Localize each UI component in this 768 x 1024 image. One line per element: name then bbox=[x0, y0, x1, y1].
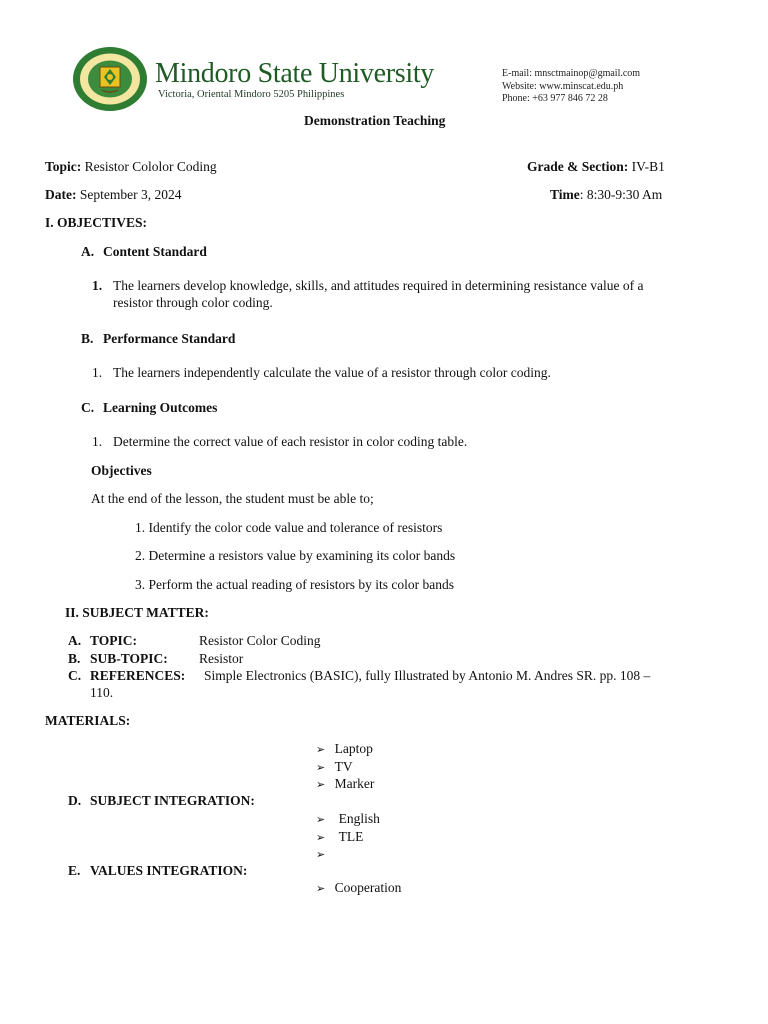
subject-integration-item bbox=[316, 811, 380, 827]
topic-line bbox=[45, 159, 217, 175]
learning-outcomes-title: Learning Outcomes bbox=[103, 400, 218, 415]
university-name: Mindoro State University bbox=[155, 58, 434, 89]
performance-standard-title: Performance Standard bbox=[103, 331, 236, 346]
date-label: Date: bbox=[45, 187, 77, 202]
contact-website: Website: www.minscat.edu.ph bbox=[502, 80, 624, 92]
performance-standard-item: The learners independently calculate the value of a resistor through color coding. bbox=[113, 365, 551, 380]
time-label: Time bbox=[550, 187, 580, 202]
values-integration-item bbox=[316, 880, 401, 896]
contact-phone: Phone: +63 977 846 72 28 bbox=[502, 93, 608, 104]
contact-email: E-mail: mnsctmainop@gmail.com bbox=[502, 68, 641, 79]
subject-integration-item-label: English bbox=[338, 811, 380, 826]
materials-list-item bbox=[316, 776, 374, 792]
objectives-subheading: Objectives bbox=[91, 463, 152, 478]
arrow-bullet-icon: ➢ bbox=[316, 814, 326, 826]
contact-block bbox=[502, 68, 640, 106]
topic-item-key: TOPIC: bbox=[90, 633, 138, 648]
objective-list-item: 1. Identify the color code value and tolerance of resistors bbox=[135, 520, 443, 535]
topic-label: Topic: bbox=[45, 159, 82, 174]
university-seal-icon bbox=[72, 46, 148, 112]
arrow-bullet-icon: ➢ bbox=[316, 779, 326, 791]
materials-list-item bbox=[316, 759, 353, 775]
learning-outcomes-item: Determine the correct value of each resistor in color coding table. bbox=[113, 434, 468, 449]
materials-list-item-label: TV bbox=[334, 759, 353, 774]
materials-list-item-label: Marker bbox=[334, 776, 375, 791]
objectives-heading: I. OBJECTIVES: bbox=[45, 215, 148, 230]
subject-integration-item bbox=[316, 829, 363, 845]
arrow-bullet-icon: ➢ bbox=[316, 883, 326, 895]
values-integration-label: E. bbox=[68, 863, 81, 878]
references-item-key: REFERENCES: bbox=[90, 668, 186, 683]
time-value: : 8:30-9:30 Am bbox=[579, 187, 663, 202]
subject-integration-item-label: TLE bbox=[338, 829, 364, 844]
learning-outcomes-label: C. bbox=[81, 400, 95, 415]
performance-standard-item-number: 1. bbox=[92, 365, 103, 380]
subtopic-item-value: Resistor bbox=[199, 651, 244, 666]
topic-item-value: Resistor Color Coding bbox=[199, 633, 321, 648]
time-line bbox=[550, 187, 662, 203]
university-address: Victoria, Oriental Mindoro 5205 Philippines bbox=[158, 89, 345, 100]
performance-standard-label: B. bbox=[81, 331, 94, 346]
content-standard-item-number: 1. bbox=[92, 278, 103, 293]
grade-line bbox=[527, 159, 665, 175]
subtopic-item-key: SUB-TOPIC: bbox=[90, 651, 168, 666]
subject-integration-item bbox=[316, 846, 335, 862]
values-integration-item-label: Cooperation bbox=[334, 880, 402, 895]
objective-list-item: 3. Perform the actual reading of resistors by its color bands bbox=[135, 577, 455, 592]
subject-integration-heading: SUBJECT INTEGRATION: bbox=[90, 793, 255, 808]
objective-list-item: 2. Determine a resistors value by examining its color bands bbox=[135, 548, 456, 563]
materials-list-item bbox=[316, 741, 373, 757]
grade-label: Grade & Section: bbox=[527, 159, 629, 174]
objectives-intro: At the end of the lesson, the student must be able to; bbox=[91, 491, 374, 506]
subject-matter-heading: II. SUBJECT MATTER: bbox=[65, 605, 209, 620]
arrow-bullet-icon: ➢ bbox=[316, 744, 326, 756]
content-standard-title: Content Standard bbox=[103, 244, 207, 259]
references-item-value-line1: Simple Electronics (BASIC), fully Illustrated by Antonio M. Andres SR. pp. 108 – bbox=[204, 668, 651, 683]
content-standard-label: A. bbox=[81, 244, 95, 259]
content-standard-item-line2: resistor through color coding. bbox=[113, 295, 273, 310]
materials-heading: MATERIALS: bbox=[45, 713, 131, 728]
references-item-value-line2: 110. bbox=[90, 685, 114, 700]
values-integration-heading: VALUES INTEGRATION: bbox=[90, 863, 248, 878]
arrow-bullet-icon: ➢ bbox=[316, 832, 326, 844]
date-value: September 3, 2024 bbox=[79, 187, 182, 202]
arrow-bullet-icon: ➢ bbox=[316, 762, 326, 774]
subtopic-item-label: B. bbox=[68, 651, 81, 666]
materials-list-item-label: Laptop bbox=[334, 741, 373, 756]
arrow-bullet-icon: ➢ bbox=[316, 849, 326, 861]
date-line bbox=[45, 187, 181, 203]
grade-value: IV-B1 bbox=[631, 159, 665, 174]
content-standard-item-line1: The learners develop knowledge, skills, and attitudes required in determining resistance value of a bbox=[113, 278, 644, 293]
document-title: Demonstration Teaching bbox=[304, 113, 446, 128]
references-item-label: C. bbox=[68, 668, 82, 683]
learning-outcomes-item-number: 1. bbox=[92, 434, 103, 449]
topic-value: Resistor Cololor Coding bbox=[84, 159, 217, 174]
subject-integration-label: D. bbox=[68, 793, 82, 808]
topic-item-label: A. bbox=[68, 633, 82, 648]
